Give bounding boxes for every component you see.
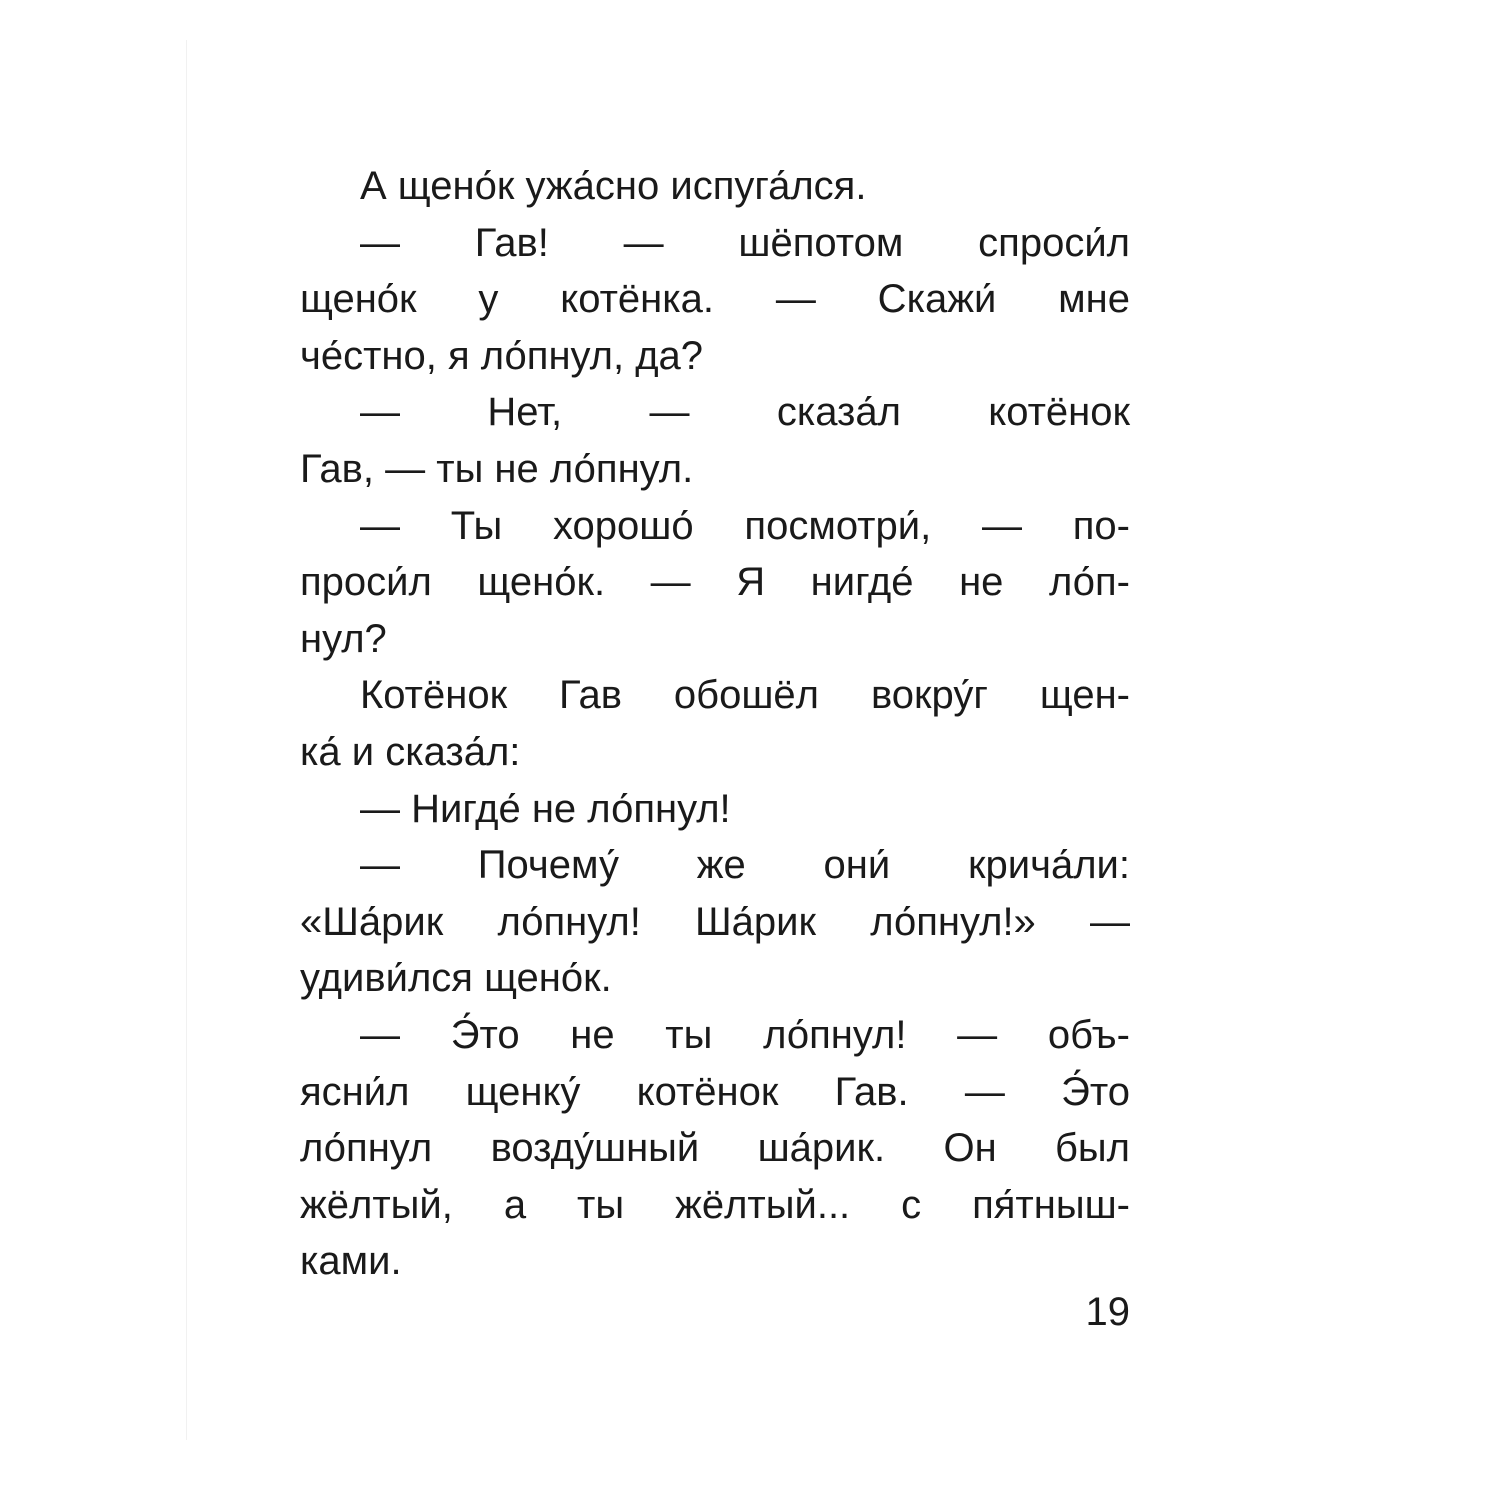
text-line: — Э́то не ты ло́пнул! — объ- [360,1012,1130,1057]
text-line: — Нет, — сказа́л котёнок [360,390,1130,435]
page-edge [186,40,187,1440]
text-line: ясни́л щенку́ котёнок Гав. — Э́то [300,1069,1130,1114]
text-line: Котёнок Гав обошёл вокру́г щен- [360,673,1130,718]
text-line: удиви́лся щено́к. [300,956,612,1001]
text-line: жёлтый, а ты жёлтый... с пя́тныш- [300,1182,1130,1227]
text-line: А щено́к ужа́сно испуга́лся. [360,164,867,208]
text-line: че́стно, я ло́пнул, да? [300,333,704,378]
page-number: 19 [1085,1290,1130,1334]
text-line: Гав, — ты не ло́пнул. [300,446,694,491]
text-line: ло́пнул возду́шный ша́рик. Он был [300,1126,1130,1171]
text-line: — Нигде́ не ло́пнул! [360,786,731,831]
story-text [300,158,1130,1290]
text-line: — Почему́ же они́ крича́ли: [360,843,1130,888]
text-line: ками. [300,1239,402,1284]
text-line: проси́л щено́к. — Я нигде́ не ло́п- [300,560,1130,605]
text-line: — Ты хорошо́ посмотри́, — по- [360,503,1130,548]
text-line: щено́к у котёнка. — Скажи́ мне [300,277,1130,322]
text-line: ка́ и сказа́л: [300,729,521,774]
text-line: нул? [300,616,387,661]
text-line: «Ша́рик ло́пнул! Ша́рик ло́пнул!» — [300,899,1130,944]
text-line: — Гав! — шёпотом спроси́л [360,220,1130,265]
